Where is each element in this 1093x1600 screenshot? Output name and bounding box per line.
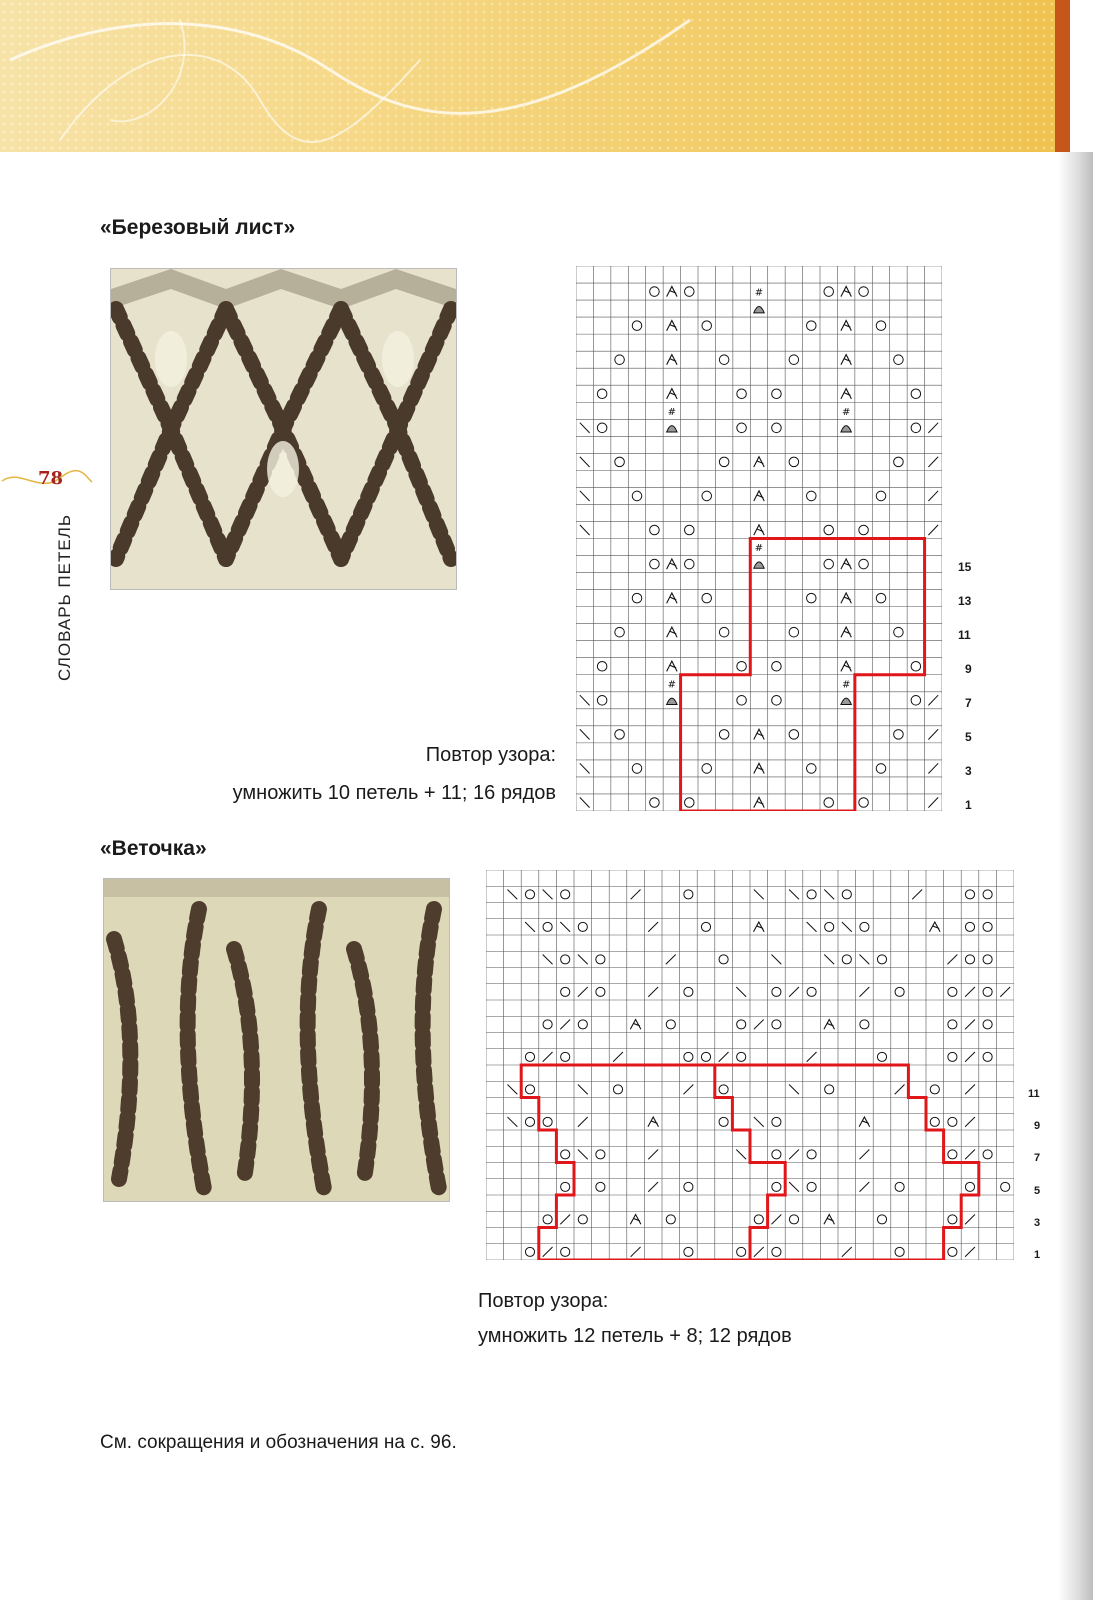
k2tog-symbol [928,729,938,739]
yarn-over-symbol [615,730,625,740]
yarn-over-symbol [772,987,781,996]
yarn-over-symbol [789,627,799,637]
yarn-over-symbol [895,1182,904,1191]
k2tog-symbol [754,1020,764,1030]
yarn-over-symbol [930,1085,939,1094]
yarn-over-symbol [877,955,886,964]
ssk-symbol [507,1117,517,1127]
decrease-symbol [841,559,851,569]
decrease-symbol [667,286,677,296]
decrease-symbol [841,661,851,671]
k2tog-symbol [912,890,922,900]
yarn-over-symbol [807,321,817,331]
yarn-over-symbol [965,890,974,899]
yarn-over-symbol [859,525,869,535]
yarn-over-symbol [894,457,904,467]
yarn-over-symbol [596,1150,605,1159]
decrease-symbol [754,763,764,773]
ssk-symbol [578,1085,588,1095]
yarn-over-symbol [754,1215,763,1224]
ssk-symbol [736,1150,746,1160]
ssk-symbol [789,890,799,900]
yarn-over-symbol [561,955,570,964]
yarn-over-symbol [578,922,587,931]
knitting-chart-1 [576,266,942,811]
k2tog-symbol [648,987,658,997]
ssk-symbol [578,1150,588,1160]
yarn-over-symbol [525,1247,534,1256]
yarn-over-symbol [895,987,904,996]
decrease-symbol [754,797,764,807]
k2tog-symbol [771,1215,781,1225]
yarn-over-symbol [561,1247,570,1256]
yarn-over-symbol [911,389,921,399]
yarn-over-symbol [983,1150,992,1159]
ssk-symbol [754,1117,764,1127]
k2tog-symbol [789,987,799,997]
yarn-over-symbol [772,1182,781,1191]
row-number: 9 [965,662,972,676]
cluster-symbol [841,698,851,704]
yarn-over-symbol [824,798,834,808]
row-number: 9 [1034,1120,1041,1132]
k2tog-symbol [947,955,957,965]
decrease-symbol [841,355,851,365]
ssk-symbol [507,890,517,900]
row-number: 7 [965,696,972,710]
decrease-symbol [754,491,764,501]
bobble-symbol: # [841,679,851,691]
yarn-over-symbol [615,355,625,365]
k2tog-symbol [560,1215,570,1225]
yarn-over-symbol [596,955,605,964]
yarn-over-symbol [685,559,695,569]
yarn-over-symbol [789,1215,798,1224]
yarn-over-symbol [702,764,712,774]
k2tog-symbol [543,1247,553,1257]
k2tog-symbol [578,987,588,997]
yarn-over-symbol [561,890,570,899]
k2tog-symbol [928,525,938,535]
bobble-symbol: # [754,543,764,555]
yarn-over-symbol [877,1215,886,1224]
k2tog-symbol [928,763,938,773]
decrease-symbol [754,457,764,467]
k2tog-symbol [666,955,676,965]
yarn-over-symbol [876,593,886,603]
yarn-over-symbol [911,661,921,671]
ssk-symbol [578,955,588,965]
ssk-symbol [754,890,764,900]
yarn-over-symbol [525,1117,534,1126]
bobble-symbol: # [667,406,677,418]
ssk-symbol [807,922,817,932]
decrease-symbol [667,661,677,671]
decrease-symbol [754,922,765,932]
yarn-over-symbol [842,890,851,899]
yarn-over-symbol [737,1247,746,1256]
yarn-over-symbol [737,423,747,433]
decrease-symbol [859,1117,870,1127]
yarn-over-symbol [983,1052,992,1061]
yarn-over-symbol [859,287,869,297]
decrease-symbol [754,729,764,739]
decrease-symbol [667,593,677,603]
yarn-over-symbol [684,890,693,899]
row-number: 3 [965,764,972,778]
yarn-over-symbol [702,593,712,603]
yarn-over-symbol [632,764,642,774]
yarn-over-symbol [948,1052,957,1061]
yarn-over-symbol [701,1052,710,1061]
yarn-over-symbol [650,287,660,297]
pattern-title-birch-leaf: «Березовый лист» [100,216,296,239]
yarn-over-symbol [948,1215,957,1224]
repeat-label-1: Повтор узора: [425,744,556,766]
yarn-over-symbol [684,1182,693,1191]
k2tog-symbol [965,1085,975,1095]
yarn-over-symbol [685,287,695,297]
k2tog-symbol [648,922,658,932]
yarn-over-symbol [737,1052,746,1061]
yarn-over-symbol [965,922,974,931]
page-binding-shadow [1058,152,1093,1600]
k2tog-symbol [895,1085,905,1095]
yarn-over-symbol [615,627,625,637]
yarn-over-symbol [719,730,729,740]
bobble-symbol: # [841,406,851,418]
page-number: 78 [38,468,64,489]
yarn-over-symbol [543,1117,552,1126]
decrease-symbol [841,593,851,603]
section-label: СЛОВАРЬ ПЕТЕЛЬ [55,513,74,681]
yarn-over-symbol [983,955,992,964]
yarn-over-symbol [807,1150,816,1159]
decrease-symbol [630,1215,641,1225]
yarn-over-symbol [684,1052,693,1061]
yarn-over-symbol [772,1150,781,1159]
row-number: 3 [1034,1217,1041,1229]
yarn-over-symbol [983,922,992,931]
yarn-over-symbol [525,1085,534,1094]
decrease-symbol [930,922,941,932]
yarn-over-symbol [807,987,816,996]
yarn-over-symbol [578,1020,587,1029]
yarn-over-symbol [597,661,607,671]
yarn-over-symbol [825,1085,834,1094]
yarn-over-symbol [737,1020,746,1029]
cluster-symbol [754,306,764,312]
ssk-symbol [736,987,746,997]
cluster-symbol [841,426,851,432]
yarn-over-symbol [772,1247,781,1256]
yarn-over-symbol [860,922,869,931]
k2tog-symbol [842,1247,852,1257]
k2tog-symbol [543,1052,553,1062]
yarn-over-symbol [737,389,747,399]
yarn-over-symbol [876,764,886,774]
ssk-symbol [543,890,553,900]
row-number: 11 [958,628,971,642]
yarn-over-symbol [719,355,729,365]
ssk-symbol [543,955,553,965]
yarn-over-symbol [948,987,957,996]
ssk-symbol [859,955,869,965]
k2tog-symbol [965,987,975,997]
k2tog-symbol [965,1247,975,1257]
k2tog-symbol [965,1215,975,1225]
yarn-over-symbol [948,1117,957,1126]
yarn-over-symbol [859,559,869,569]
yarn-over-symbol [597,696,607,706]
yarn-over-symbol [772,661,782,671]
yarn-over-symbol [685,525,695,535]
yarn-over-symbol [666,1215,675,1224]
k2tog-symbol [928,797,938,807]
k2tog-symbol [928,423,938,433]
ssk-symbol [580,491,590,501]
ssk-symbol [580,695,590,705]
yarn-over-symbol [772,389,782,399]
ssk-symbol [560,922,570,932]
k2tog-symbol [859,987,869,997]
yarn-over-symbol [894,627,904,637]
yarn-over-symbol [860,1020,869,1029]
bobble-symbol: # [667,679,677,691]
yarn-over-symbol [824,287,834,297]
decrease-symbol [841,286,851,296]
yarn-over-symbol [948,1020,957,1029]
decrease-symbol [667,559,677,569]
yarn-over-symbol [824,525,834,535]
ssk-symbol [580,729,590,739]
yarn-over-symbol [615,457,625,467]
k2tog-symbol [789,1150,799,1160]
ssk-symbol [771,955,781,965]
decrease-symbol [667,321,677,331]
row-number: 11 [1028,1088,1040,1100]
yarn-over-symbol [876,321,886,331]
yarn-over-symbol [965,955,974,964]
ssk-symbol [525,922,535,932]
yarn-over-symbol [911,423,921,433]
yarn-over-symbol [737,661,747,671]
yarn-over-symbol [772,423,782,433]
k2tog-symbol [965,1020,975,1030]
row-number: 1 [1034,1249,1041,1261]
row-number: 5 [1034,1185,1041,1197]
k2tog-symbol [754,1247,764,1257]
yarn-over-symbol [807,1182,816,1191]
banner-edge-strip [1055,0,1070,152]
yarn-over-symbol [807,593,817,603]
yarn-over-symbol [650,559,660,569]
ssk-symbol [580,525,590,535]
ssk-symbol [580,423,590,433]
yarn-over-symbol [719,627,729,637]
yarn-over-symbol [983,890,992,899]
k2tog-symbol [965,1150,975,1160]
yarn-over-symbol [597,389,607,399]
yarn-over-symbol [597,423,607,433]
footer-note: См. сокращения и обозначения на с. 96. [100,1432,457,1453]
k2tog-symbol [631,890,641,900]
cluster-symbol [667,426,677,432]
k2tog-symbol [719,1052,729,1062]
yarn-over-symbol [983,1020,992,1029]
yarn-over-symbol [894,355,904,365]
k2tog-symbol [683,1085,693,1095]
yarn-over-symbol [965,1182,974,1191]
yarn-over-symbol [807,491,817,501]
yarn-over-symbol [825,922,834,931]
ssk-symbol [824,890,834,900]
k2tog-symbol [965,1052,975,1062]
yarn-over-symbol [650,798,660,808]
k2tog-symbol [928,457,938,467]
cluster-symbol [667,698,677,704]
decrease-symbol [648,1117,659,1127]
row-number: 15 [958,560,972,574]
yarn-over-symbol [685,798,695,808]
yarn-over-symbol [719,457,729,467]
yarn-over-symbol [877,1052,886,1061]
k2tog-symbol [928,491,938,501]
yarn-over-symbol [719,1117,728,1126]
k2tog-symbol [928,695,938,705]
k2tog-symbol [560,1020,570,1030]
k2tog-symbol [859,1150,869,1160]
yarn-over-symbol [543,1020,552,1029]
yarn-over-symbol [701,922,710,931]
yarn-over-symbol [737,696,747,706]
yarn-over-symbol [650,525,660,535]
bobble-symbol: # [754,287,764,299]
k2tog-symbol [1000,987,1010,997]
decrease-symbol [824,1215,835,1225]
yarn-over-symbol [807,764,817,774]
decrease-symbol [824,1020,835,1030]
row-number: 7 [1034,1152,1041,1164]
k2tog-symbol [965,1117,975,1127]
row-number: 13 [958,594,972,608]
yarn-over-symbol [632,491,642,501]
decrease-symbol [667,355,677,365]
yarn-over-symbol [1001,1182,1010,1191]
yarn-over-symbol [632,593,642,603]
yarn-over-symbol [789,730,799,740]
knitting-chart-2 [486,870,1014,1260]
ssk-symbol [789,1182,799,1192]
yarn-over-symbol [702,321,712,331]
knit-swatch-photo-2 [103,878,450,1202]
yarn-over-symbol [895,1247,904,1256]
banner-swirl-ornament [0,0,700,152]
yarn-over-symbol [543,922,552,931]
knit-swatch-photo-1 [110,268,457,590]
decrease-symbol [841,627,851,637]
yarn-over-symbol [666,1020,675,1029]
decrease-symbol [667,389,677,399]
decrease-symbol [841,321,851,331]
k2tog-symbol [648,1182,658,1192]
yarn-over-symbol [789,457,799,467]
ssk-symbol [824,955,834,965]
cluster-symbol [754,562,764,568]
ssk-symbol [580,763,590,773]
yarn-over-symbol [561,1052,570,1061]
decrease-symbol [754,525,764,535]
yarn-over-symbol [684,1247,693,1256]
yarn-over-symbol [842,955,851,964]
ssk-symbol [842,922,852,932]
yarn-over-symbol [578,1215,587,1224]
k2tog-symbol [631,1247,641,1257]
yarn-over-symbol [702,491,712,501]
yarn-over-symbol [596,987,605,996]
repeat-text-1: умножить 10 петель + 11; 16 рядов [232,782,556,804]
decrease-symbol [841,389,851,399]
decrease-symbol [667,627,677,637]
yarn-over-symbol [824,559,834,569]
yarn-over-symbol [789,355,799,365]
row-number: 5 [965,730,972,744]
k2tog-symbol [807,1052,817,1062]
ssk-symbol [580,457,590,467]
yarn-over-symbol [561,1182,570,1191]
yarn-over-symbol [525,1052,534,1061]
yarn-over-symbol [772,1117,781,1126]
yarn-over-symbol [561,987,570,996]
yarn-over-symbol [911,696,921,706]
ssk-symbol [580,797,590,807]
k2tog-symbol [648,1150,658,1160]
yarn-over-symbol [684,987,693,996]
yarn-over-symbol [894,730,904,740]
yarn-over-symbol [772,1020,781,1029]
decrease-symbol [630,1020,641,1030]
yarn-over-symbol [596,1182,605,1191]
yarn-over-symbol [772,696,782,706]
yarn-over-symbol [948,1150,957,1159]
ssk-symbol [789,1085,799,1095]
yarn-over-symbol [983,987,992,996]
yarn-over-symbol [930,1117,939,1126]
yarn-over-symbol [613,1085,622,1094]
yarn-over-symbol [876,491,886,501]
k2tog-symbol [578,1117,588,1127]
yarn-over-symbol [543,1215,552,1224]
ssk-symbol [507,1085,517,1095]
pattern-title-twig: «Веточка» [100,837,207,860]
yarn-over-symbol [859,798,869,808]
k2tog-symbol [613,1052,623,1062]
yarn-over-symbol [632,321,642,331]
repeat-label-2: Повтор узора: [478,1290,609,1312]
yarn-over-symbol [525,890,534,899]
k2tog-symbol [859,1182,869,1192]
row-number: 1 [965,798,972,812]
repeat-text-2: умножить 12 петель + 8; 12 рядов [478,1325,792,1347]
yarn-over-symbol [719,955,728,964]
yarn-over-symbol [807,890,816,899]
yarn-over-symbol [948,1247,957,1256]
yarn-over-symbol [719,1085,728,1094]
yarn-over-symbol [561,1150,570,1159]
